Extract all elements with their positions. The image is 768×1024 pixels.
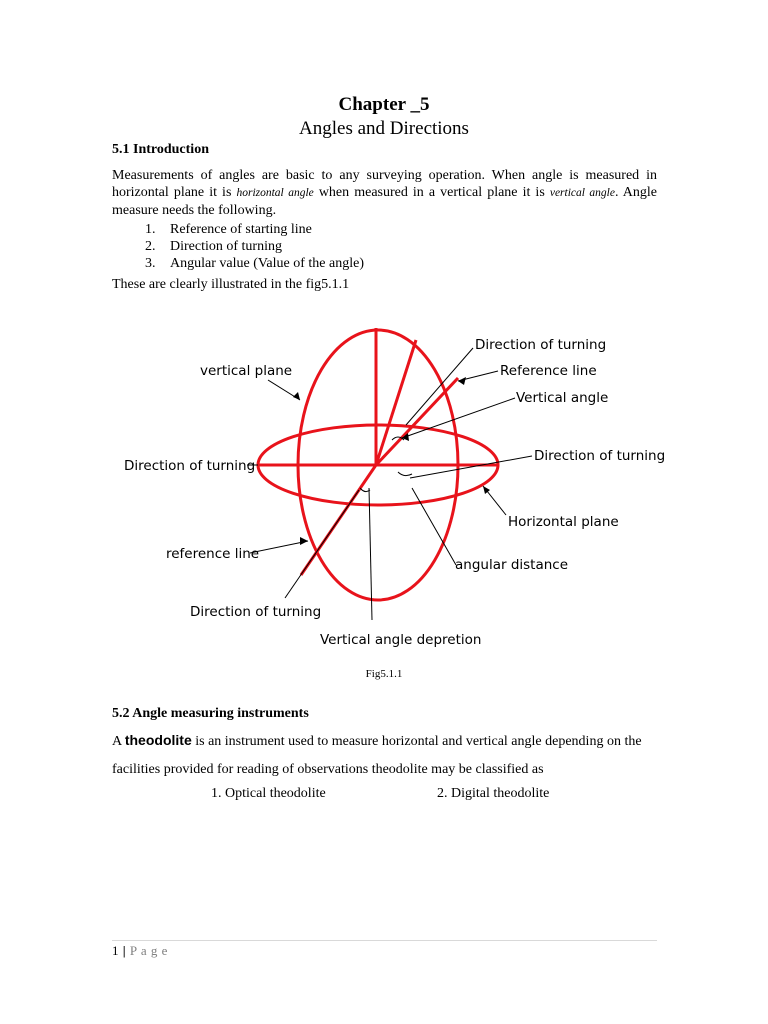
leader-direction-top [406, 348, 473, 425]
label-direction-turning-left: Direction of turning [124, 458, 256, 474]
chapter-subtitle: Angles and Directions [299, 118, 469, 139]
section-heading-instruments: 5.2 Angle measuring instruments [112, 706, 309, 721]
figure-caption: Fig5.1.1 [365, 668, 403, 680]
list-item: 3. Angular value (Value of the angle) [145, 256, 364, 271]
figure-reference-text: These are clearly illustrated in the fig5.1.1 [112, 277, 350, 292]
leader-direction-bottom [285, 490, 359, 598]
chapter-title: Chapter _5 [338, 94, 430, 115]
label-direction-turning-top: Direction of turning [475, 337, 607, 353]
term-theodolite: theodolite [124, 732, 192, 748]
theodolite-type-digital: 2. Digital theodolite [437, 786, 550, 801]
arrowhead-reference [458, 377, 466, 385]
page-footer [112, 943, 168, 959]
section-heading-introduction: 5.1 Introduction [112, 142, 209, 157]
label-vertical-plane: vertical plane [200, 363, 293, 379]
label-horizontal-plane: Horizontal plane [508, 514, 619, 530]
label-direction-turning-bottom: Direction of turning [190, 604, 322, 620]
vertical-angle-ray [376, 340, 416, 465]
intro-text-1: Measurements of angles are basic to any surveying operation. When angle is measured in horizontal plane it is [112, 168, 657, 200]
horizontal-angle-arc [398, 472, 412, 476]
footer-separator: | [119, 943, 130, 958]
label-vertical-angle-depression: Vertical angle depretion [320, 632, 482, 648]
page-number: 1 [112, 943, 119, 958]
footer-divider [112, 940, 657, 941]
label-angular-distance: angular distance [455, 557, 569, 573]
arrowhead-reference-left [300, 537, 308, 545]
intro-text-2: when measured in a vertical plane it is [313, 185, 550, 200]
label-direction-turning-right: Direction of turning [534, 448, 666, 464]
label-vertical-angle: Vertical angle [516, 390, 609, 406]
theodolite-paragraph: A theodolite is an instrument used to measure horizontal and vertical angle depending on the facilities provided for reading of observations theodolite may be classified as [112, 732, 642, 777]
term-horizontal-angle: horizontal angle [236, 187, 314, 199]
theodolite-type-optical: 1. Optical theodolite [211, 786, 326, 801]
label-reference-line-top: Reference line [500, 363, 597, 379]
label-reference-line-left: reference line [166, 546, 260, 562]
list-item: 2. Direction of turning [145, 239, 282, 254]
list-item: 1. Reference of starting line [145, 222, 312, 237]
page-label: P a g e [129, 943, 168, 958]
reference-line-upper [376, 378, 458, 465]
arrowhead-vertical-plane [293, 392, 300, 400]
intro-text-3: . Angle measure needs the following. [112, 185, 657, 218]
term-vertical-angle: vertical angle [549, 187, 615, 199]
leader-direction-right [410, 456, 532, 478]
